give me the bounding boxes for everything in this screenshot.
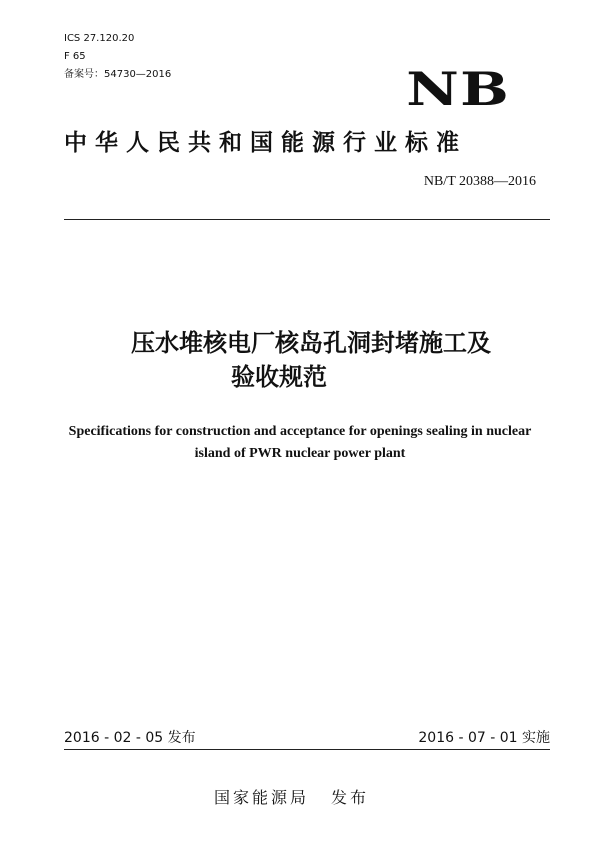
issuer (214, 785, 369, 808)
issue-date: 2016 - 02 - 05 发布 (64, 730, 196, 746)
filing-number: 备案号：54730—2016 (64, 69, 172, 80)
chinese-title-line-1: 压水堆核电厂核岛孔洞封堵施工及 (131, 329, 491, 357)
header-divider (64, 219, 550, 220)
standard-name: 中华人民共和国能源行业标准 (64, 130, 467, 156)
english-title-line-2: island of PWR nuclear power plant (194, 446, 406, 461)
chinese-title (64, 326, 540, 394)
classification-info (64, 30, 171, 84)
issuer-name: 国家能源局 (214, 788, 310, 807)
date-row (64, 723, 550, 750)
standard-number: NB/T 20388—2016 (423, 174, 536, 189)
english-title-line-1: Specifications for construction and acceptance for openings sealing in nuclear (68, 424, 532, 439)
issuer-action: 发布 (331, 788, 370, 807)
implementation-date: 2016 - 07 - 01 实施 (418, 730, 550, 746)
english-title (40, 421, 560, 465)
nb-logo: NB (406, 62, 510, 116)
ccs-code: F 65 (64, 51, 86, 62)
ics-code: ICS 27.120.20 (64, 33, 135, 44)
chinese-title-line-2: 验收规范 (231, 363, 327, 391)
